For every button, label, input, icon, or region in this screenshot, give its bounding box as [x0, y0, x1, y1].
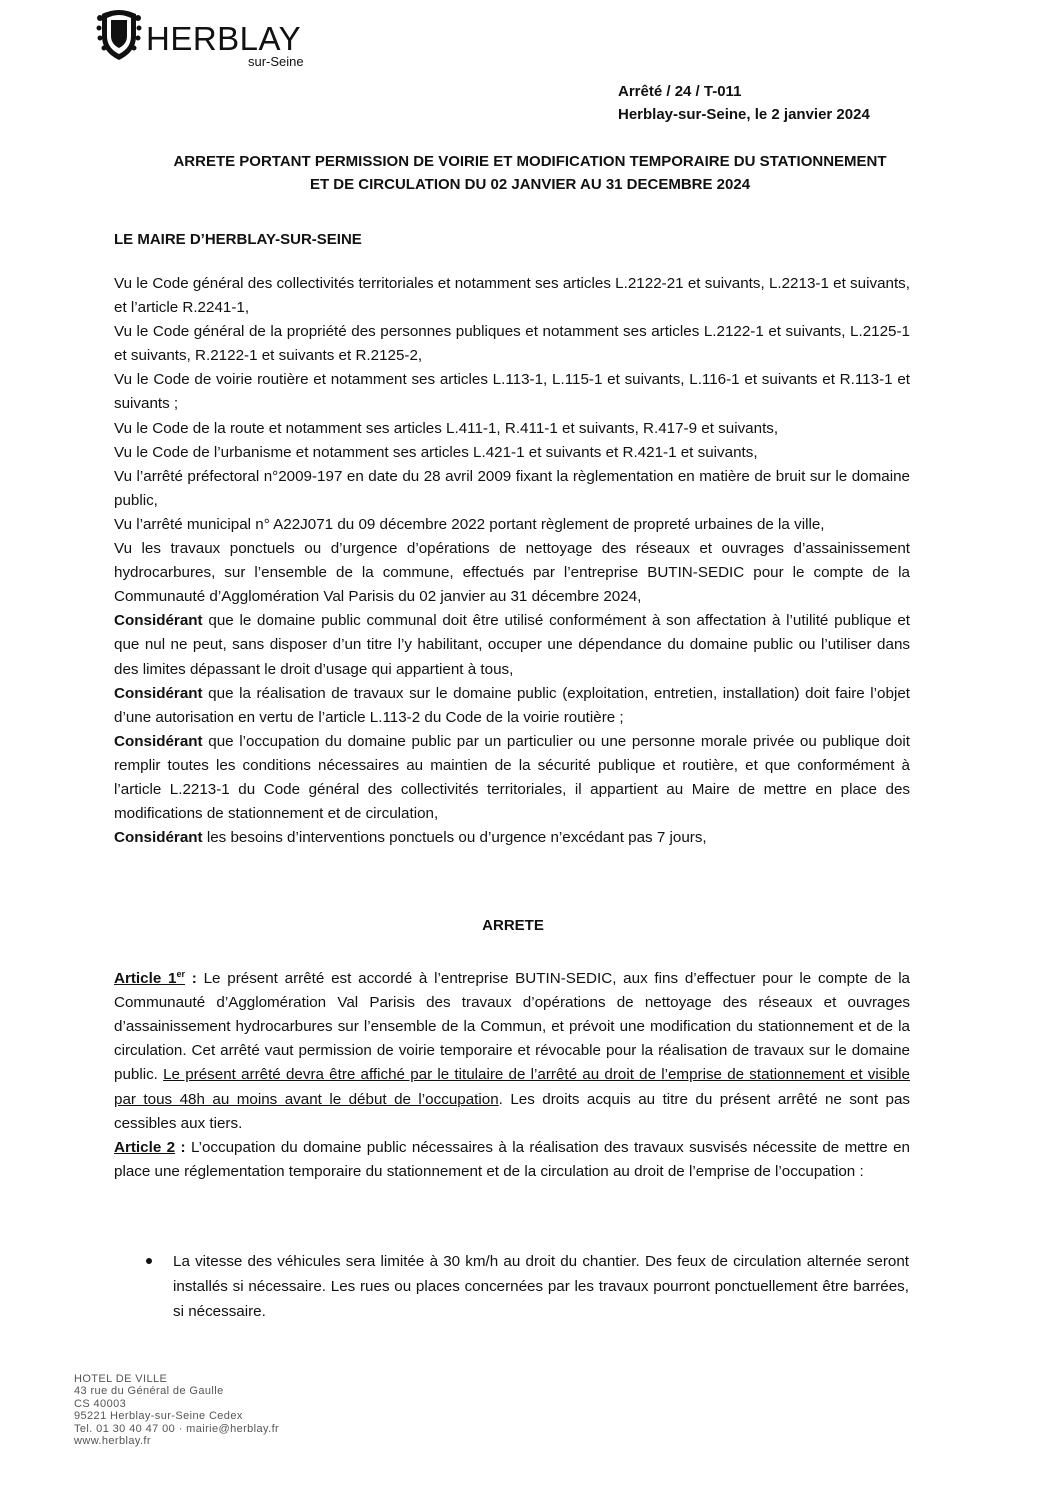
- considerations-list: [114, 272, 910, 850]
- arrete-heading: [0, 917, 1058, 934]
- herblay-logo: [96, 6, 326, 76]
- consideration-text: que la réalisation de travaux sur le domaine public (exploitation, entretien, installation) doit faire l’objet d’une autorisation en vertu de l’article L.113-2 du Code de la voirie routière ;: [114, 684, 910, 726]
- article-2-text: L’occupation du domaine public nécessaires à la réalisation des travaux susvisés nécessite de mettre en place une réglementation temporaire du stationnement et de la circulation au droit de l’emprise de l’occupation :: [114, 1138, 910, 1180]
- footer-line: CS 40003: [74, 1397, 127, 1410]
- bullet-text: La vitesse des véhicules sera limitée à 30 km/h au droit du chantier. Des feux de circulation alternée seront installés si nécessaire. Les rues ou places concernées par les travaux pourront ponctuellement être barrées, si nécessaire.: [173, 1253, 909, 1320]
- footer-line: 43 rue du Général de Gaulle: [74, 1385, 224, 1398]
- consideration-lead: Considérant: [114, 684, 203, 702]
- consideration-item: [114, 826, 910, 850]
- footer-line: HOTEL DE VILLE: [74, 1373, 168, 1385]
- consideration-lead: Considérant: [114, 732, 203, 750]
- bullet-dot-icon: [146, 1258, 152, 1264]
- consideration-item: [114, 513, 910, 537]
- consideration-item: [114, 368, 910, 416]
- article-1-label: Article 1er: [114, 969, 185, 988]
- consideration-text: Vu le Code de l’urbanisme et notamment ses articles L.421-1 et suivants et R.421-1 et suivants,: [114, 443, 758, 461]
- logo-name: HERBLAY: [146, 20, 302, 57]
- consideration-lead: Considérant: [114, 612, 203, 630]
- consideration-text: Vu le Code de voirie routière et notamment ses articles L.113-1, L.115-1 et suivants, L.116-1 et suivants et R.113-1 et suivants ;: [114, 371, 910, 413]
- consideration-item: [114, 417, 910, 441]
- consideration-text: Vu le Code général de la propriété des personnes publiques et notamment ses articles L.2122-1 et suivants, L.2125-1 et suivants, R.2122-1 et suivants et R.2125-2,: [114, 323, 910, 365]
- consideration-text: Vu l’arrêté municipal n° A22J071 du 09 décembre 2022 portant règlement de propreté urbaines de la ville,: [114, 515, 825, 533]
- consideration-item: [114, 320, 910, 368]
- consideration-text: les besoins d’interventions ponctuels ou d’urgence n’excédant pas 7 jours,: [202, 829, 707, 847]
- consideration-text: que le domaine public communal doit être utilisé conformément à son affectation à l’utilité publique et que nul ne peut, sans disposer d’un titre l’y habilitant, occuper une dépendance du domaine public ou l’utiliser dans des limites dépassant le droit d’usage qui appartient à tous,: [114, 612, 910, 678]
- article-2-label: Article 2: [114, 1138, 176, 1156]
- consideration-text: Vu les travaux ponctuels ou d’urgence d’opérations de nettoyage des réseaux et ouvrages d’assainissement hydrocarbures, sur l’ensemble de la commune, effectués par l’entreprise BUTIN-SEDIC pour le compte de la Communauté d’Agglomération Val Parisis du 02 janvier au 31 décembre 2024,: [114, 540, 910, 606]
- consideration-text: Vu l’arrêté préfectoral n°2009-197 en date du 28 avril 2009 fixant la règlementation en matière de bruit sur le domaine public,: [114, 467, 910, 509]
- consideration-item: [114, 441, 910, 465]
- consideration-lead: Considérant: [114, 829, 203, 847]
- article-1-display-clause: Le présent arrêté devra être affiché par le titulaire de l’arrêté au droit de l’emprise de stationnement et visible par tous 48h au moins avant le début de l’occupation: [114, 1066, 910, 1108]
- reference-block: [618, 80, 918, 126]
- consideration-text: Vu le Code général des collectivités territoriales et notamment ses articles L.2122-21 et suivants, L.2213-1 et suivants, et l’article R.2241-1,: [114, 275, 910, 317]
- consideration-text: que l’occupation du domaine public par un particulier ou une personne morale privée ou publique doit remplir toutes les conditions nécessaires au maintien de la sécurité publique et routière, et que conformément à l’article L.2213-1 du Code général des collectivités territoriales, il appartient au Maire de mettre en place des modifications de stationnement et de circulation,: [114, 732, 910, 823]
- article-2: Article 2 : L’occupation du domaine public nécessaires à la réalisation des travaux susvisés nécessite de mettre en place une réglementation temporaire du stationnement et de la circulation au droit de l’emprise de l’occupation :: [114, 1138, 910, 1180]
- consideration-item: [114, 465, 910, 513]
- consideration-item: [114, 682, 910, 730]
- articles-section: [114, 962, 910, 1184]
- place-date: Herblay-sur-Seine, le 2 janvier 2024: [618, 106, 870, 123]
- maire-heading: LE MAIRE D’HERBLAY-SUR-SEINE: [114, 231, 362, 248]
- consideration-item: [114, 730, 910, 826]
- footer-address: [74, 1373, 414, 1447]
- article-1-text: Le présent arrêté est accordé à l’entreprise BUTIN-SEDIC, aux fins d’effectuer pour le compte de la Communauté d’Agglomération Val Parisis des travaux d’opérations de nettoyage des réseaux et ouvrages d’assainissement hydrocarbures sur l’ensemble de la Commun, et prévoit une modification du stationnement et de la circulation. Cet arrêté vaut permission de voirie temporaire et révocable pour la réalisation de travaux sur le domaine public.: [114, 970, 911, 1084]
- document-title: [112, 150, 948, 196]
- article-1-text-end: . Les droits acquis au titre du présent arrêté ne sont pas cessibles aux tiers.: [114, 1090, 910, 1132]
- article-1: Article 1er : Le présent arrêté est accordé à l’entreprise BUTIN-SEDIC, aux fins d’effectuer pour le compte de la Communauté d’Agglomération Val Parisis des travaux d’opérations de nettoyage des réseaux et ouvrages d’assainissement hydrocarbures sur l’ensemble de la Commun, et prévoit une modification du stationnement et de la circulation. Cet arrêté vaut permission de voirie temporaire et révocable pour la réalisation de travaux sur le domaine public. Le présent arrêté devra être affiché par le titulaire de l’arrêté au droit de l’emprise de stationnement et visible par tous 48h au moins avant le début de l’occupation. Les droits acquis au titre du présent arrêté ne sont pas cessibles aux tiers.: [114, 969, 911, 1132]
- title-line: ET DE CIRCULATION DU 02 JANVIER AU 31 DECEMBRE 2024: [309, 176, 751, 193]
- consideration-item: [114, 272, 910, 320]
- consideration-item: [114, 609, 910, 681]
- arrete-heading-text: ARRETE: [482, 917, 544, 934]
- consideration-item: [114, 537, 910, 609]
- decree-reference: Arrêté / 24 / T-011: [618, 83, 742, 100]
- footer-line: 95221 Herblay-sur-Seine Cedex: [74, 1410, 243, 1423]
- footer-line: Tel. 01 30 40 47 00 · mairie@herblay.fr: [74, 1422, 280, 1435]
- consideration-text: Vu le Code de la route et notamment ses articles L.411-1, R.411-1 et suivants, R.417-9 et suivants,: [114, 419, 779, 437]
- footer-line: www.herblay.fr: [74, 1435, 151, 1448]
- logo-subtitle: sur-Seine: [248, 54, 304, 69]
- title-line: ARRETE PORTANT PERMISSION DE VOIRIE ET MODIFICATION TEMPORAIRE DU STATIONNEMENT: [173, 153, 887, 170]
- city-crest-icon: [96, 6, 142, 62]
